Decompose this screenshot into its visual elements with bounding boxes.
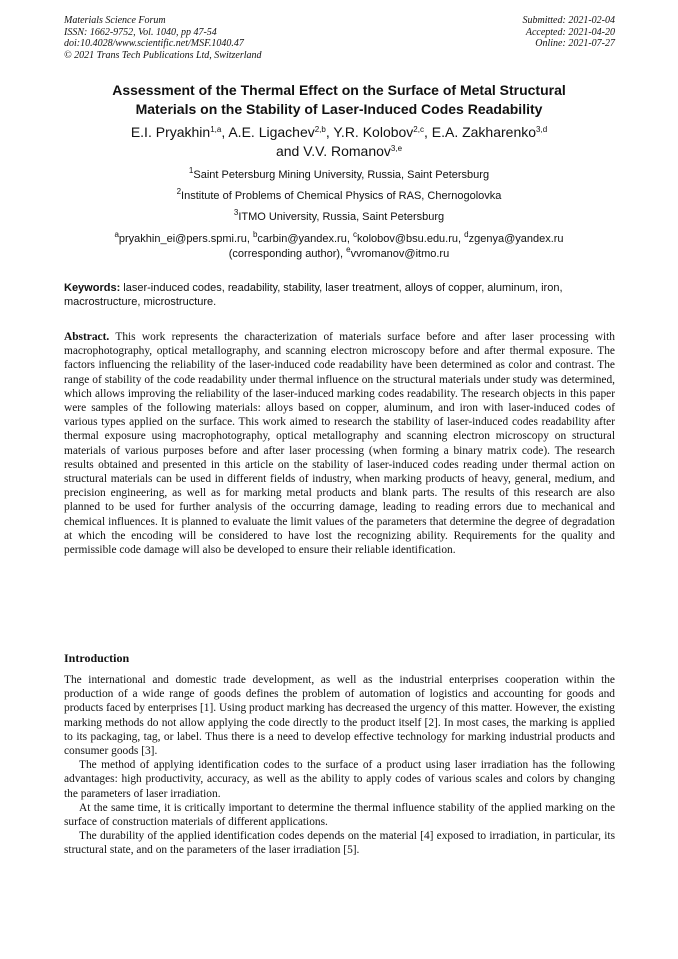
author-sup: 2,b — [314, 125, 326, 134]
email-line: $^a$pryakhin_ei@pers.spmi.ru, $^b$carbin@yandex.ru, $^c$kolobov@bsu.edu.ru, $^d$zgenya@yandex.ru — [114, 230, 564, 245]
author-line — [40, 142, 638, 161]
paragraph: The durability of the applied identification codes depends on the material [4] exposed to irradiation, in particular, its structural state, and on the parameters of the laser irradiation [5]. — [64, 830, 615, 857]
email-line: (corresponding author), $^e$vvromanov@itmo.ru — [228, 245, 450, 260]
author-name: and V.V. Romanov — [275, 143, 391, 159]
journal-header-right — [523, 15, 616, 50]
title-line: Materials on the Stability of Laser-Induced Codes Readability — [135, 101, 543, 117]
affiliation — [40, 168, 638, 182]
email-d: zgenya@yandex.ru — [468, 233, 564, 245]
author-sup: 2,c — [413, 125, 424, 134]
keywords-label: Keywords: — [64, 282, 121, 294]
journal-doi: doi:10.4028/www.scientific.net/MSF.1040.47 — [64, 38, 244, 50]
email-a: pryakhin_ei@pers.spmi.ru, — [118, 233, 253, 245]
abstract-text: This work represents the characterization of materials surface before and after laser processing with macrophotography, optical metallography, and scanning electron microscopy before and after thermal exposure. The factors influencing the reliability of the laser-induced code readability have been determined as color and contrast. The range of stability of the code readability under thermal influence on the structural materials under study was determined, which allows improving the reliability of the laser-induced marking codes readability. The research objects in this paper were samples of the following materials: alloys based on copper, aluminum, and iron with laser-induced codes of various types applied on the surface. This work aimed to research the stability of laser-induced codes readability after thermal exposure using macrophotography, optical metallography and scanning electron microscopy on structural materials of various purposes before and after laser processing (when forming a binary matrix code). The research results obtained and presented in this article on the stability of laser-induced codes reading under thermal action on structural materials can be used in different fields of industry, when marking products of heavy, general, medium, and precision engineering, as well as for marking metal products and blank parts. The results of this research are also planned to be used for further analysis of the occurring damage, leading to reading errors due to mechanical and chemical influences. It is planned to evaluate the limit values of the parameters that determine the degree of degradation at which the encoding will be considered to have lost the recognizing ability. Requirements for the quality and permissible code damage will also be developed to ensure their reliable identification. — [64, 331, 615, 557]
accepted-date: Accepted: 2021-04-20 — [525, 26, 615, 38]
affiliation-sup: 3 — [233, 208, 239, 217]
title-line: Assessment of the Thermal Effect on the Surface of Metal Structural — [112, 82, 566, 98]
author-line: E.I. Pryakhin$^{1,a}$, A.E. Ligachev$^{2,b}$, Y.R. Kolobov$^{2,c}$, E.A. Zakharenko$^{3,d}$ — [130, 124, 548, 140]
affiliation-sup: 1 — [188, 166, 194, 175]
journal-issn: ISSN: 1662-9752, Vol. 1040, pp 47-54 — [64, 26, 217, 38]
affiliation — [40, 189, 638, 203]
paragraph: The method of applying identification codes to the surface of a product using laser irradiation has the following advantages: high productivity, accuracy, as well as the ability to apply codes of various scales and colors by changing the parameters of laser irradiation. — [64, 759, 615, 800]
keywords — [64, 281, 615, 309]
abstract — [64, 330, 615, 557]
paper-title — [40, 81, 638, 119]
author-name: E.I. Pryakhin — [130, 124, 211, 140]
author-list — [40, 123, 638, 161]
author-name: A.E. Ligachev — [228, 124, 315, 140]
email-c: kolobov@bsu.edu.ru, — [356, 233, 465, 245]
author-emails — [40, 232, 638, 262]
author-sup: 3,d — [536, 125, 548, 134]
affiliation-text: Institute of Problems of Chemical Physics of RAS, Chernogolovka — [181, 190, 502, 202]
affiliation-text: ITMO University, Russia, Saint Petersburg — [238, 211, 445, 223]
section-heading-introduction: Introduction — [64, 651, 130, 665]
author-name: E.A. Zakharenko — [431, 124, 537, 140]
author-name: Y.R. Kolobov — [333, 124, 414, 140]
email-e: vvromanov@itmo.ru — [350, 248, 450, 260]
author-sup: 3,e — [390, 144, 403, 153]
author-sup: 1,a — [210, 125, 222, 134]
affiliation — [40, 210, 638, 224]
paragraph: At the same time, it is critically important to determine the thermal influence stability of the applied marking on the surface of construction materials of different applications. — [64, 801, 615, 829]
introduction-body — [64, 673, 615, 858]
keywords-text: laser-induced codes, readability, stability, laser treatment, alloys of copper, aluminum, iron, macrostructure, microstructure. — [64, 282, 563, 308]
online-date: Online: 2021-07-27 — [535, 38, 615, 50]
email-b: carbin@yandex.ru, — [257, 233, 353, 245]
abstract-label: Abstract. — [64, 331, 110, 343]
journal-header-left — [64, 15, 262, 61]
journal-name: Materials Science Forum — [64, 15, 166, 26]
corresponding-note: (corresponding author), — [228, 248, 347, 260]
paragraph: The international and domestic trade development, as well as the industrial enterprises cooperation within the production of a wide range of goods defines the problem of automation of logistics and accounting for goods and products faced by enterprises [1]. Using product marking has decreased the urgency of this matter. However, the existing marking methods do not allow applying the code directly to the product itself [2]. In most cases, the marking is applied to its packaging, tag, or label. Thus there is a need to develop effective technology for marking industrial products and consumer goods [3]. — [64, 674, 615, 758]
affiliation-text: Saint Petersburg Mining University, Russia, Saint Petersburg — [193, 169, 490, 181]
journal-copyright: © 2021 Trans Tech Publications Ltd, Switzerland — [64, 49, 262, 61]
submitted-date: Submitted: 2021-02-04 — [522, 15, 615, 26]
affiliation-sup: 2 — [176, 187, 182, 196]
